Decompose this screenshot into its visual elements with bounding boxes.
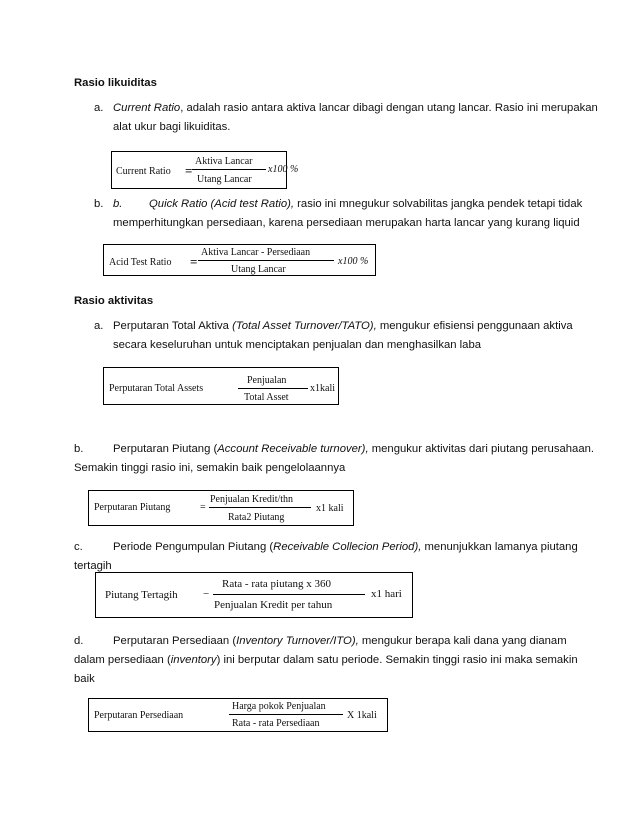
fraction-bar [198, 260, 334, 261]
item-text-line2: Semakin tinggi rasio ini, semakin baik pengelolaannya [74, 462, 346, 474]
item-marker: b. [94, 198, 104, 210]
fraction-bar [192, 169, 266, 170]
item-marker: c. [74, 541, 83, 553]
formula-label: Piutang Tertagih [105, 589, 178, 601]
item-text: Perputaran Persediaan (Inventory Turnover/ITO), mengukur berapa kali dana yang dianam [113, 635, 567, 647]
formula-label: Perputaran Piutang [94, 502, 171, 513]
fraction-bar [213, 594, 365, 595]
item-sub-marker: b. [113, 198, 123, 210]
formula-denominator: Penjualan Kredit per tahun [214, 599, 333, 611]
formula-numerator: Rata - rata piutang x 360 [222, 578, 332, 590]
formula-suffix: x100 % [268, 164, 299, 175]
formula-denominator: Rata2 Piutang [228, 512, 285, 523]
formula-numerator: Aktiva Lancar [195, 156, 253, 167]
formula-numerator: Penjualan Kredit/thn [210, 494, 294, 505]
item-marker: a. [94, 102, 104, 114]
formula-numerator: Harga pokok Penjualan [232, 701, 326, 712]
section-heading-aktivitas: Rasio aktivitas [74, 295, 154, 307]
formula-denominator: Rata - rata Persediaan [232, 718, 320, 729]
equals-sign: = [190, 254, 198, 269]
formula-denominator: Utang Lancar [197, 174, 252, 185]
formula-suffix: x1 hari [371, 588, 402, 600]
formula-tato [103, 367, 339, 405]
formula-receivable-turnover [88, 490, 354, 526]
item-marker: d. [74, 635, 84, 647]
formula-numerator: Penjualan [247, 375, 287, 386]
formula-suffix: x1kali [310, 383, 335, 394]
formula-inventory-turnover [88, 698, 388, 732]
item-text: Perputaran Piutang (Account Receivable turnover), mengukur aktivitas dari piutang perusahaan. [113, 443, 595, 455]
item-text-line2: tertagih [74, 560, 112, 572]
formula-suffix: x100 % [338, 256, 369, 267]
formula-current-ratio [111, 151, 299, 189]
fraction-bar [238, 388, 308, 389]
item-marker: a. [94, 320, 104, 332]
formula-numerator: Aktiva Lancar - Persediaan [201, 247, 311, 258]
formula-collection-period [95, 572, 413, 618]
fraction-bar [229, 714, 343, 715]
section-heading-likuiditas: Rasio likuiditas [74, 77, 157, 89]
item-text-line3: baik [74, 673, 95, 685]
item-text-line2: alat ukur bagi likuiditas. [113, 121, 231, 133]
formula-suffix: X 1kali [347, 710, 377, 721]
formula-denominator: Utang Lancar [231, 264, 286, 275]
equals-sign: = [185, 163, 193, 178]
item-text: Periode Pengumpulan Piutang (Receivable Collecion Period), menunjukkan lamanya piutang [113, 541, 578, 553]
formula-denominator: Total Asset [244, 392, 289, 403]
item-text-line2: secara keseluruhan untuk menciptakan penjualan dan menghasilkan laba [113, 339, 482, 351]
item-text-line2: memperhitungkan persediaan, karena persediaan merupakan harta lancar yang kurang liquid [113, 217, 580, 229]
item-text: Perputaran Total Aktiva (Total Asset Turnover/TATO), mengukur efisiensi penggunaan aktiva [113, 320, 573, 332]
formula-label: Perputaran Persediaan [94, 710, 184, 721]
equals-sign: − [203, 588, 210, 600]
formula-suffix: x1 kali [316, 503, 344, 514]
fraction-bar [209, 507, 311, 508]
item-text: Quick Ratio (Acid test Ratio), rasio ini mnegukur solvabilitas jangka pendek tetapi tidak [149, 198, 583, 210]
item-text: Current Ratio, adalah rasio antara aktiva lancar dibagi dengan utang lancar. Rasio ini merupakan [113, 102, 598, 114]
item-text-line2: dalam persediaan (inventory) ini berputar dalam satu periode. Semakin tinggi rasio ini maka semakin [74, 654, 578, 666]
item-marker: b. [74, 443, 84, 455]
formula-label: Current Ratio [116, 166, 171, 177]
formula-label: Acid Test Ratio [109, 257, 172, 268]
equals-sign: = [200, 502, 206, 513]
formula-label: Perputaran Total Assets [109, 383, 204, 394]
formula-acid-test-ratio [103, 244, 376, 276]
